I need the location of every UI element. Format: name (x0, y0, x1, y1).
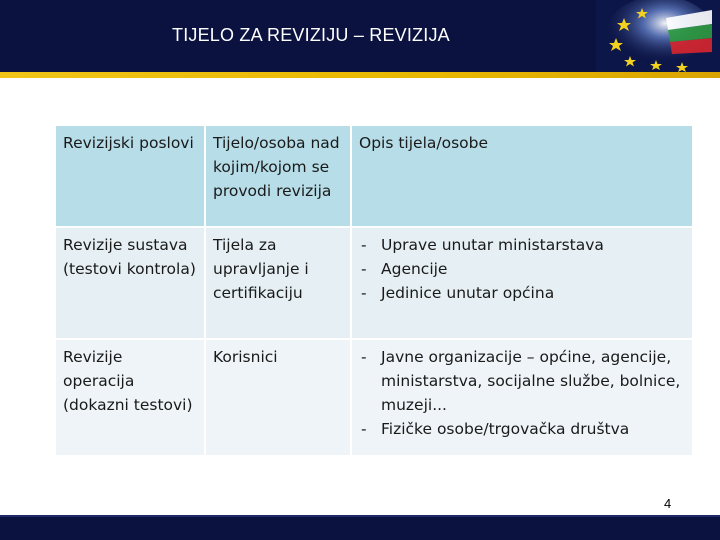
header-cell-audited-body: Tijelo/osoba nad kojim/kojom se provodi revizija (205, 125, 351, 227)
description-list (359, 233, 685, 305)
list-item: - Agencije (359, 257, 685, 281)
table-row (55, 339, 693, 456)
header-cell-audit-tasks: Revizijski poslovi (55, 125, 205, 227)
table-cell: Revizije sustava (testovi kontrola) (55, 227, 205, 339)
header-cell-description: Opis tijela/osobe (351, 125, 693, 227)
table-cell: Tijela za upravljanje i certifikaciju (205, 227, 351, 339)
list-item: - Javne organizacije – općine, agencije, ministarstva, socijalne službe, bolnice, muzeji... (359, 345, 685, 417)
table-cell: Korisnici (205, 339, 351, 456)
list-item: - Fizičke osobe/trgovačka društva (359, 417, 685, 441)
description-list (359, 345, 685, 441)
list-item: - Jedinice unutar općina (359, 281, 685, 305)
page-number: 4 (664, 496, 672, 511)
header-accent-strip (0, 72, 720, 78)
eu-flag-logo-icon (596, 0, 720, 72)
slide-footer (0, 517, 720, 540)
slide-title: TIJELO ZA REVIZIJU – REVIZIJA (172, 25, 450, 45)
table-row (55, 227, 693, 339)
list-item: - Uprave unutar ministarstava (359, 233, 685, 257)
table-header-row (55, 125, 693, 227)
table-cell: Revizije operacija (dokazni testovi) (55, 339, 205, 456)
audit-table (54, 124, 694, 457)
table-cell (351, 227, 693, 339)
table-cell (351, 339, 693, 456)
